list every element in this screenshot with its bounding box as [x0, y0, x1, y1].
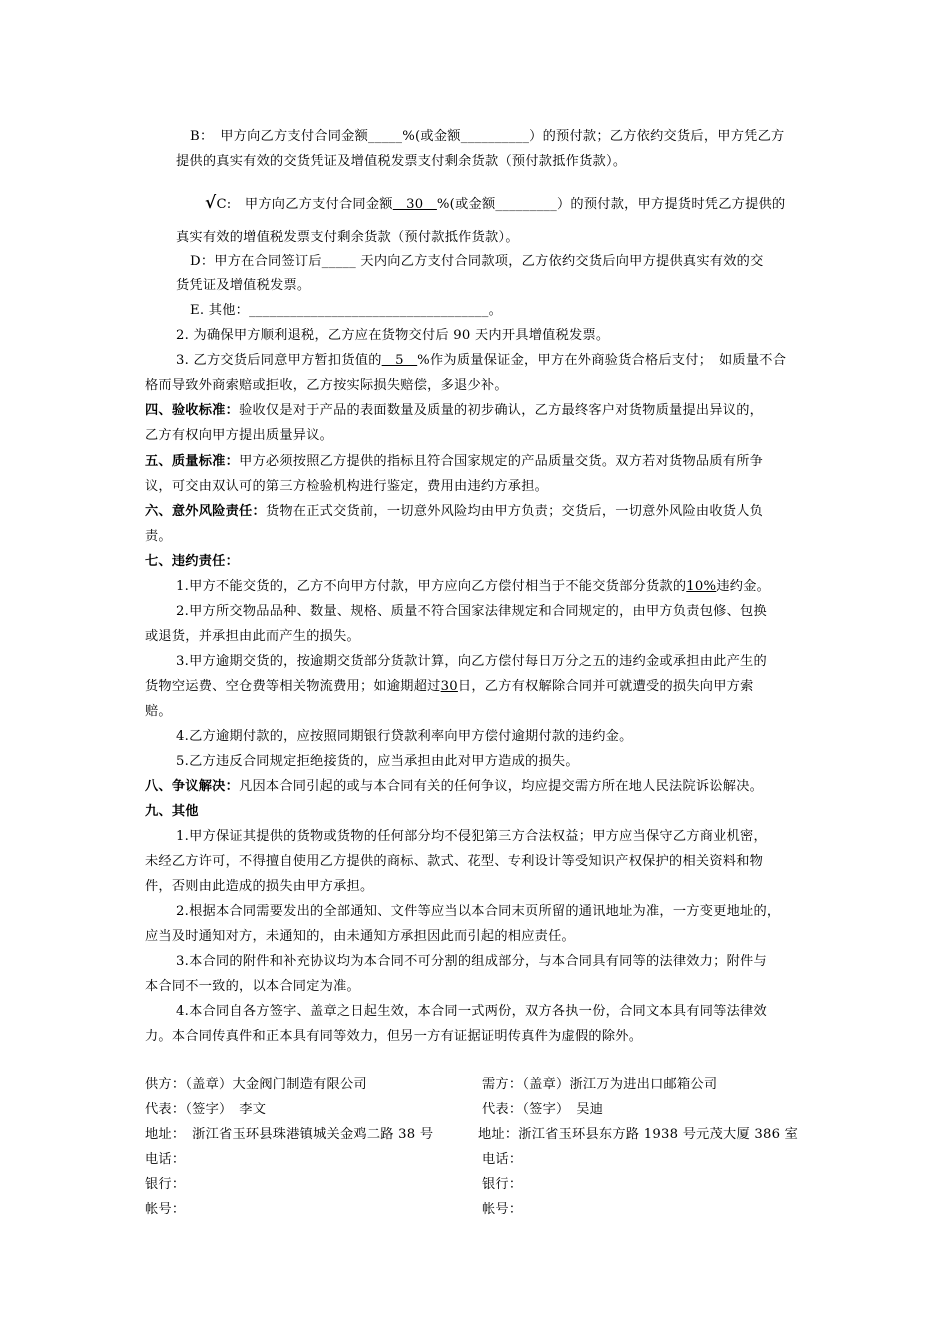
section-9-item-3-line1: 3.本合同的附件和补充协议均为本合同不可分割的组成部分，与本合同具有同等的法律效力；附件与 [176, 954, 767, 969]
payment-item-3-line2: 格而导致外商索赔或拒收，乙方按实际损失赔偿，多退少补。 [145, 378, 508, 393]
buyer-bank: 银行： [482, 1177, 523, 1192]
s7-i1-text-post: 违约金。 [716, 579, 771, 594]
section-9-item-1-line1: 1.甲方保证其提供的货物或货物的任何部分均不侵犯第三方合法权益；甲方应当保守乙方商业机密， [176, 829, 767, 844]
section-7-item-3-line1: 3.甲方逾期交货的，按逾期交货部分货款计算，向乙方偿付每日万分之五的违约金或承担由此产生的 [176, 654, 767, 669]
payment-option-b-line1: B： 甲方向乙方支付合同金额_____%(或金额__________）的预付款；乙方依约交货后，甲方凭乙方 [190, 129, 785, 144]
s7-i1-rate: 10% [686, 579, 717, 594]
buyer-account: 帐号： [482, 1202, 523, 1217]
item3-text: 3. 乙方交货后同意甲方暂扣货值的 [176, 353, 382, 368]
supplier-phone: 电话： [145, 1152, 186, 1167]
section-9-item-2-line2: 应当及时通知对方，未通知的，由未通知方承担因此而引起的相应责任。 [145, 929, 575, 944]
payment-option-c-line2: 真实有效的增值税发票支付剩余货款（预付款抵作货款）。 [176, 230, 519, 245]
item3-text-post: %作为质量保证金，甲方在外商验货合格后支付； 如质量不合 [417, 353, 787, 368]
section-9-item-4-line2: 力。本合同传真件和正本具有同等效力，但另一方有证据证明传真件为虚假的除外。 [145, 1029, 643, 1044]
supplier-account: 帐号： [145, 1202, 186, 1217]
section-7-item-3-line3: 赔。 [145, 704, 172, 719]
section-7-item-2-line1: 2.甲方所交物品品种、数量、规格、质量不符合国家法律规定和合同规定的，由甲方负责包修、包换 [176, 604, 767, 619]
section-7-item-3-line2 [145, 678, 754, 696]
payment-option-c-line1 [205, 194, 785, 214]
option-c-text-post: %(或金额_________）的预付款，甲方提货时凭乙方提供的 [436, 197, 786, 212]
section-4-line1 [145, 402, 763, 420]
s7-i3-text-post: 日，乙方有权解除合同并可就遭受的损失向甲方索 [457, 679, 754, 694]
buyer-phone: 电话： [482, 1152, 523, 1167]
section-7-item-1 [176, 578, 770, 596]
payment-item-3-line1 [176, 352, 786, 370]
section-7-heading: 七、违约责任： [145, 554, 240, 569]
section-9-item-2-line1: 2.根据本合同需要发出的全部通知、文件等应当以本合同末页所留的通讯地址为准，一方变更地址的， [176, 904, 781, 919]
section-9-item-3-line2: 本合同不一致的，以本合同定为准。 [145, 979, 360, 994]
section-4-line2: 乙方有权向甲方提出质量异议。 [145, 428, 334, 443]
section-9-item-4-line1: 4.本合同自各方签字、盖章之日起生效，本合同一式两份，双方各执一份，合同文本具有同等法律效 [176, 1004, 767, 1019]
supplier-party: 供方：（盖章）大金阀门制造有限公司 [145, 1077, 367, 1092]
buyer-address: 地址：浙江省玉环县东方路 1938 号元茂大厦 386 室 [478, 1127, 799, 1142]
section-5-line2: 议，可交由双认可的第三方检验机构进行鉴定，费用由违约方承担。 [145, 479, 549, 494]
section-8-heading: 八、争议解决： [145, 779, 240, 794]
section-9-heading: 九、其他 [145, 804, 199, 819]
item3-rate: 5 [381, 353, 418, 368]
payment-option-d-line2: 货凭证及增值税发票。 [176, 278, 311, 293]
section-6-line2: 责。 [145, 529, 172, 544]
payment-option-e: E. 其他：___________________________________。 [190, 303, 503, 318]
checkmark-icon: √ [205, 193, 217, 213]
section-4-heading: 四、验收标准： [145, 403, 240, 418]
buyer-representative: 代表：（签字） 吴迪 [482, 1102, 604, 1117]
s7-i3-days: 30 [440, 679, 458, 694]
supplier-address: 地址： 浙江省玉环县珠港镇城关金鸡二路 38 号 [145, 1127, 434, 1142]
section-5-text: 甲方必须按照乙方提供的指标且符合国家规定的产品质量交货。双方若对货物品质有所争 [239, 454, 764, 469]
section-5-line1 [145, 453, 763, 471]
section-6-line1 [145, 503, 763, 521]
supplier-bank: 银行： [145, 1177, 186, 1192]
section-5-heading: 五、质量标准： [145, 454, 240, 469]
section-7-item-4: 4.乙方逾期付款的，应按照同期银行贷款利率向甲方偿付逾期付款的违约金。 [176, 729, 633, 744]
option-c-rate: 30 [392, 197, 437, 212]
section-8-text: 凡因本合同引起的或与本合同有关的任何争议，均应提交需方所在地人民法院诉讼解决。 [239, 779, 764, 794]
supplier-representative: 代表：（签字） 李文 [145, 1102, 267, 1117]
s7-i1-text: 1.甲方不能交货的，乙方不向甲方付款，甲方应向乙方偿付相当于不能交货部分货款的 [176, 579, 687, 594]
s7-i3-text: 货物空运费、空仓费等相关物流费用；如逾期超过 [145, 679, 441, 694]
payment-option-b-line2: 提供的真实有效的交货凭证及增值税发票支付剩余货款（预付款抵作货款）。 [176, 154, 627, 169]
section-6-text: 货物在正式交货前，一切意外风险均由甲方负责；交货后，一切意外风险由收货人负 [265, 504, 764, 519]
buyer-party: 需方：（盖章）浙江万为进出口邮箱公司 [482, 1077, 718, 1092]
section-6-heading: 六、意外风险责任： [145, 504, 266, 519]
section-7-item-5: 5.乙方违反合同规定拒绝接货的，应当承担由此对甲方造成的损失。 [176, 754, 579, 769]
section-4-text: 验收仅是对于产品的表面数量及质量的初步确认，乙方最终客户对货物质量提出异议的， [239, 403, 764, 418]
section-9-item-1-line3: 件，否则由此造成的损失由甲方承担。 [145, 879, 374, 894]
section-9-item-1-line2: 未经乙方许可，不得擅自使用乙方提供的商标、款式、花型、专利设计等受知识产权保护的相关资料和物 [145, 854, 764, 869]
payment-option-d-line1: D：甲方在合同签订后_____ 天内向乙方支付合同款项，乙方依约交货后向甲方提供真实有效的交 [190, 254, 764, 269]
section-7-item-2-line2: 或退货，并承担由此而产生的损失。 [145, 629, 360, 644]
section-8-line1 [145, 778, 763, 796]
option-c-text: C: 甲方向乙方支付合同金额 [216, 197, 393, 212]
payment-item-2: 2. 为确保甲方顺利退税，乙方应在货物交付后 90 天内开具增值税发票。 [176, 328, 610, 343]
